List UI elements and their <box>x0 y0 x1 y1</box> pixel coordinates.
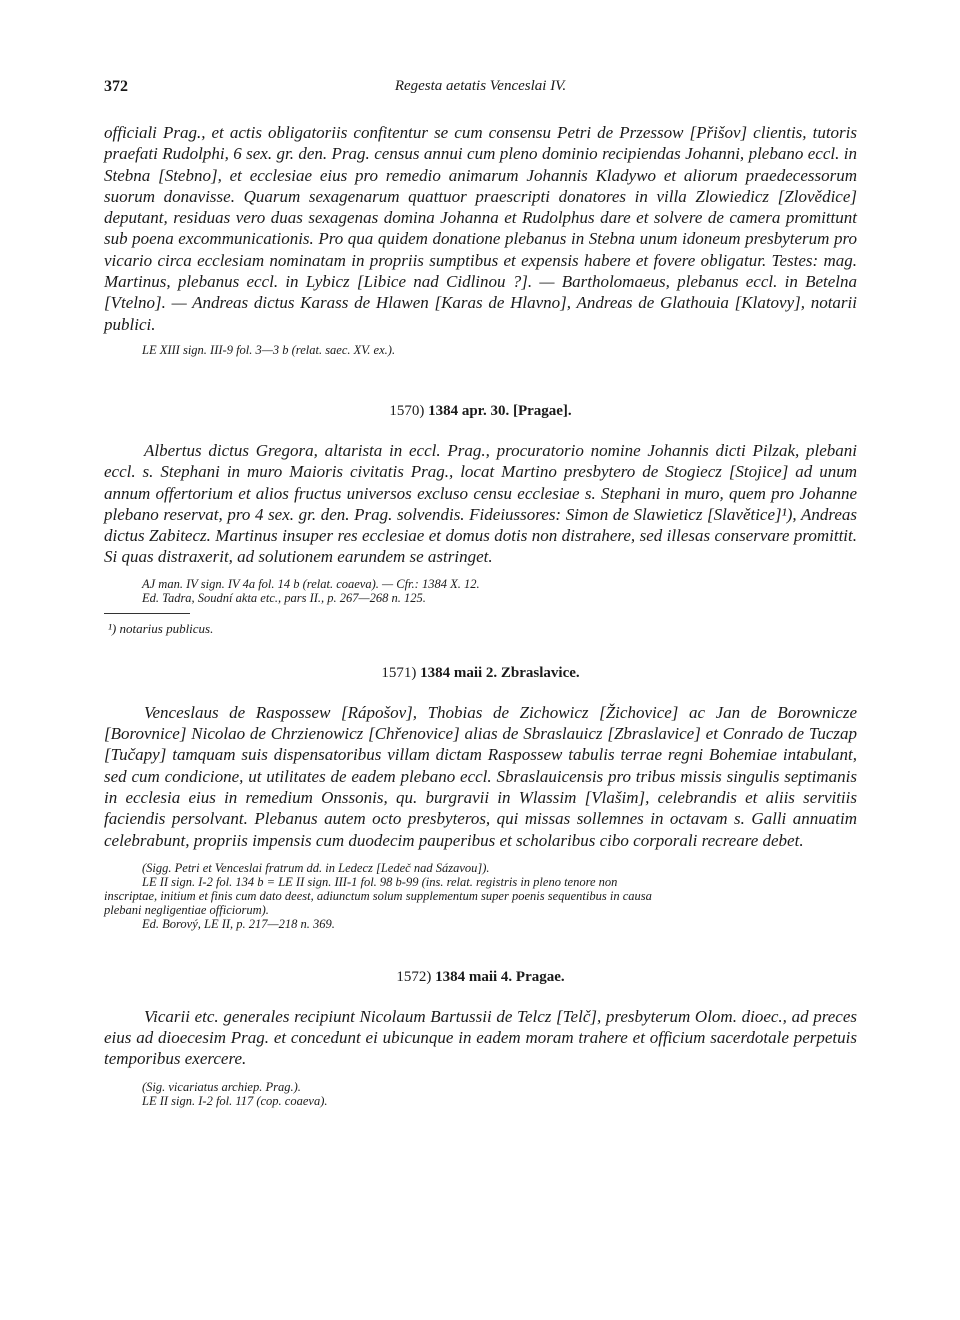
entry-sources <box>104 861 857 931</box>
entry-text: Albertus dictus Gregora, altarista in eccl. Prag., procuratorio nomine Johannis dicti Pilzak, plebani eccl. s. Stephani in muro Maioris civitatis Prag., locat Martino presbytero de Stogiecz [Stojice] ad unum annum offertorium et alios fructus universos excluso censu ecclesiae s. Stephani in muro, quem pro Johanne plebano reservat, pro 4 sex. gr. den. Prag. solvendis. Fideiussores: Simon de Slawieticz [Slavětice]¹), Andreas dictus Zabitecz. Martinus insuper res ecclesiae et domus dotis non distrahere, sed illesas conservare promittit. Si quas distraxerit, ad solutionem earundem se astringet. <box>104 440 857 567</box>
source-line: Ed. Tadra, Soudní akta etc., pars II., p. 267—268 n. 125. <box>142 590 426 605</box>
footnote: ¹) notarius publicus. <box>108 620 214 636</box>
entry-date-place: 1384 maii 2. Zbraslavice. <box>420 664 580 681</box>
entry-number: 1570) <box>389 402 425 419</box>
entry-text: Vicarii etc. generales recipiunt Nicolaum Bartussii de Telcz [Telč], presbyterum Olom. dioec., ad preces eius ad dioecesim Prag. et concedunt ei ubicunque in eadem moram trahere et officium sacerdotale perpetuis temporibus exercere. <box>104 1006 857 1069</box>
source-line: LE II sign. I-2 fol. 117 (cop. coaeva). <box>142 1093 328 1108</box>
document-page <box>104 78 857 1108</box>
footnote-rule <box>104 613 190 614</box>
page-header <box>104 78 857 102</box>
entry-text: Venceslaus de Raspossew [Rápošov], Thobias de Zichowicz [Žichovice] ac Jan de Borownicze [Borovnice] Nicolao de Chrzienowicz [Chřenovice] alias de Sbraslauicz [Zbraslavice] et Conrado de Tuczap [Tučapy] tamquam suis dispensatoribus villam dictam Raspossew tabulis terrae regni Bohemiae intabulant, sed cum condicione, ut utilitates de eadem plebano eccl. Sbraslauicensis pro tribus missis singulis septimanis in ecclesia eius in remedium Onssonis, qu. burgravii in Wlassim [Vlašim], celebrandis et aliis servitiis faciendis persolvant. Plebanus autem octo presbyteros, qui missas sollemnes in octavam s. Galli annuatim celebrabunt, propriis impensis cum duodecim pauperibus et scholaribus cibo corporali recreare debet. <box>104 702 857 850</box>
entry-sources <box>104 1080 857 1108</box>
intro-paragraph: officiali Prag., et actis obligatoriis confitentur se cum consensu Petri de Przessow [Přišov] clientis, tutoris praefati Rudolphi, 6 sex. gr. den. Prag. census annui cum pleno dominio recipiendas Johanni, plebano eccl. in Stebna [Stebno], et ecclesiae eius pro remedio animarum Johannis Kladywo et aliorum praedecessorum suorum donavisse. Quarum sexagenarum quattuor praescripti donatores in villa Zlowiedicz [Zlovědice] deputant, residuas vero duas sexagenas domina Johanna et Rudolphus dare et solvere de camera promittunt sub poena excommunicationis. Pro qua quidem donatione plebanus in Stebna unum idoneum presbyterum pro vicario circa ecclesiam nominatam in propriis sumptibus et expensis habere et fovere obligatur. Testes: mag. Martinus, plebanus eccl. in Lybicz [Libice nad Cidlinou ?]. — Bartholomaeus, plebanus eccl. in Betelna [Vtelno]. — Andreas dictus Karass de Hlawen [Karas de Hlavno], Andreas de Glathouia [Klatovy], notarii publici. <box>104 123 857 334</box>
source-line: AJ man. IV sign. IV 4a fol. 14 b (relat. coaeva). — Cfr.: 1384 X. 12. <box>142 576 480 591</box>
entry-number: 1572) <box>396 968 432 985</box>
source-line: (Sigg. Petri et Venceslai fratrum dd. in Ledecz [Ledeč nad Sázavou]). <box>142 860 490 875</box>
page-number: 372 <box>104 78 128 95</box>
entry-heading <box>104 665 857 682</box>
entry-1570 <box>104 403 857 637</box>
intro-source <box>104 343 857 357</box>
entry-heading <box>104 403 857 420</box>
entry-date-place: 1384 apr. 30. [Pragae]. <box>428 402 572 419</box>
entry-sources <box>104 577 857 605</box>
entry-heading <box>104 969 857 986</box>
source-line: plebani negligentiae officiorum). <box>104 902 269 917</box>
entry-1572 <box>104 969 857 1108</box>
entry-1571 <box>104 665 857 931</box>
running-title: Regesta aetatis Venceslai IV. <box>394 78 567 94</box>
source-line: LE XIII sign. III-9 fol. 3—3 b (relat. saec. XV. ex.). <box>142 342 396 357</box>
entry-date-place: 1384 maii 4. Pragae. <box>435 968 565 985</box>
source-line: Ed. Borový, LE II, p. 217—218 n. 369. <box>142 916 335 931</box>
source-line: (Sig. vicariatus archiep. Prag.). <box>142 1079 301 1094</box>
source-line: LE II sign. I-2 fol. 134 b = LE II sign. III-1 fol. 98 b-99 (ins. relat. registris in pleno tenore non <box>142 874 618 889</box>
entry-number: 1571) <box>381 664 417 681</box>
source-line: inscriptae, initium et finis cum dato deest, adiunctum solum supplementum super poenis sequentibus in causa <box>104 888 652 903</box>
